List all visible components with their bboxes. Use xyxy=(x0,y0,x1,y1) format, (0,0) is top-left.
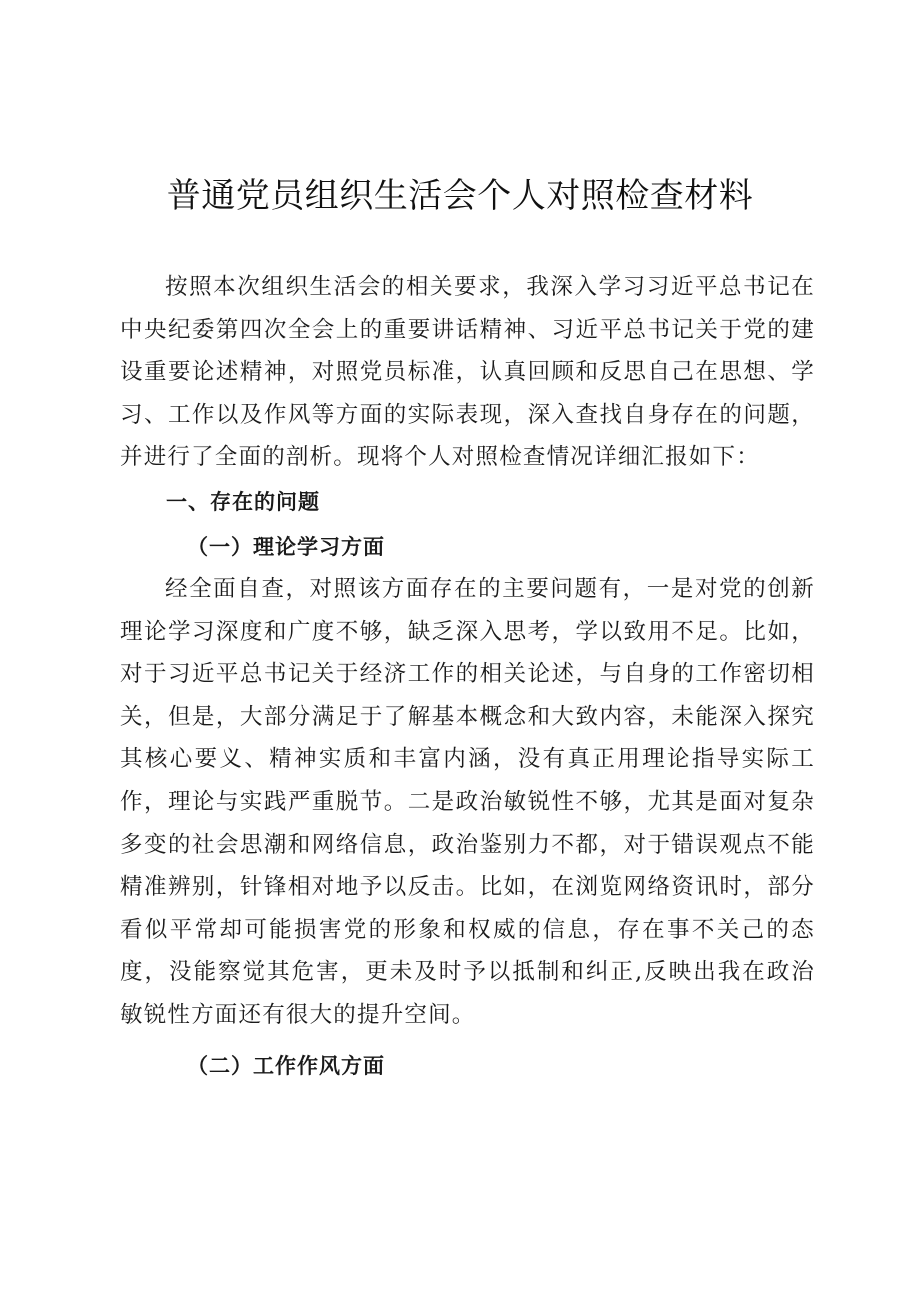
document-title: 普通党员组织生活会个人对照检查材料 xyxy=(166,176,754,216)
subsection-heading-work-style: （二）工作作风方面 xyxy=(187,1054,385,1078)
section-heading-problems: 一、存在的问题 xyxy=(166,490,320,514)
theory-study-paragraph: 经全面自查，对照该方面存在的主要问题有，一是对党的创新理论学习深度和广度不够，缺乏深入思考，学以致用不足。比如，对于习近平总书记关于经济工作的相关论述，与自身的工作密切相关，但是，大部分满足于了解基本概念和大致内容，未能深入探究其核心要义、精神实质和丰富内涵，没有真正用理论指导实际工作，理论与实践严重脱节。二是政治敏锐性不够，尤其是面对复杂多变的社会思潮和网络信息，政治鉴别力不都，对于错误观点不能精准辨别，针锋相对地予以反击。比如，在浏览网络资讯时，部分看似平常却可能损害党的形象和权威的信息，存在事不关己的态度，没能察觉其危害，更未及时予以抵制和纠正,反映出我在政治敏锐性方面还有很大的提升空间。 xyxy=(120,576,815,1028)
intro-paragraph: 按照本次组织生活会的相关要求，我深入学习习近平总书记在中央纪委第四次全会上的重要讲话精神、习近平总书记关于党的建设重要论述精神，对照党员标准，认真回顾和反思自己在思想、学习、工作以及作风等方面的实际表现，深入查找自身存在的问题，并进行了全面的剖析。现将个人对照检查情况详细汇报如下： xyxy=(120,274,815,471)
subsection-heading-theory-study: （一）理论学习方面 xyxy=(187,535,385,559)
